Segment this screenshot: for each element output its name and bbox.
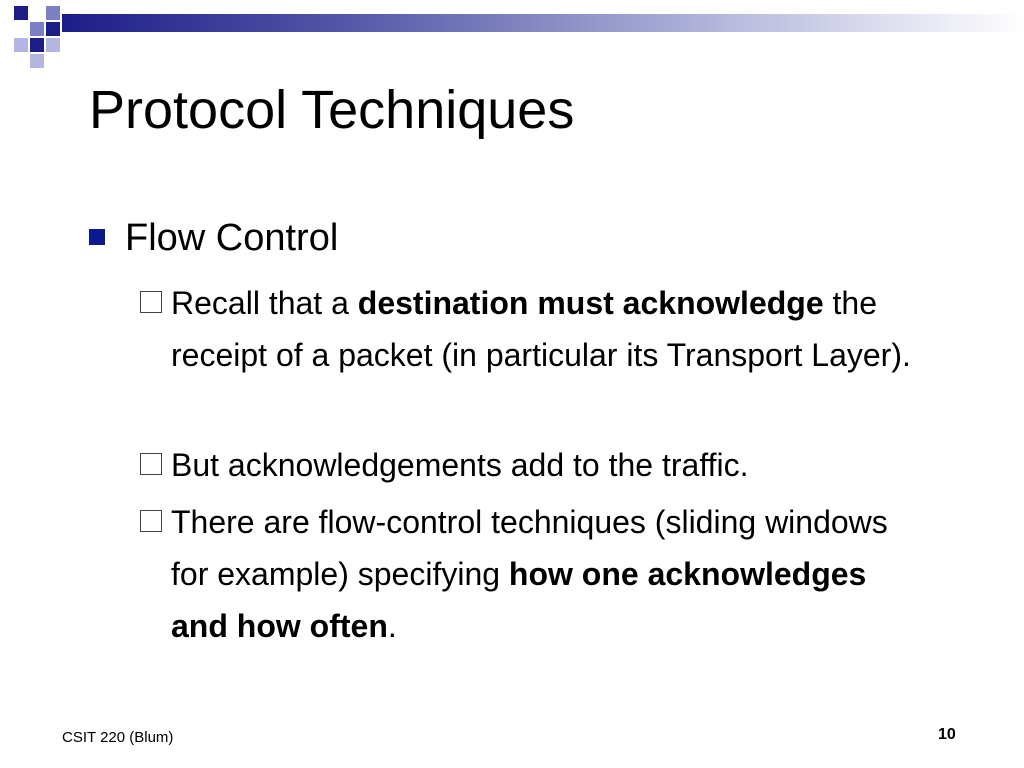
main-bullet-text: Flow Control (125, 217, 339, 259)
bold-text-run: how one acknowledges and how often (171, 556, 867, 644)
bold-text-run: destination must acknowledge (357, 285, 824, 321)
decor-square (30, 38, 44, 52)
text-run: There are flow-control techniques (sliding windows for example) specifying (171, 504, 888, 592)
hollow-square-bullet-icon (140, 291, 162, 313)
decor-square (30, 22, 44, 36)
decor-square (46, 38, 60, 52)
decor-square (46, 6, 60, 20)
text-run: the receipt of a packet (in particular its Transport Layer). (171, 285, 911, 373)
gradient-bar (62, 14, 1024, 32)
decor-square (14, 38, 28, 52)
text-run: But acknowledgements add to the traffic. (171, 447, 749, 483)
sub-bullet-item (140, 439, 920, 491)
footer-course: CSIT 220 (Blum) (62, 729, 174, 746)
decor-square (46, 22, 60, 36)
hollow-square-bullet-icon (140, 453, 162, 475)
decor-square (30, 6, 44, 20)
decor-square (30, 54, 44, 68)
sub-bullet-item (140, 277, 920, 381)
square-bullet-icon (89, 229, 105, 245)
sub-bullet-text (171, 277, 920, 381)
main-bullet (89, 213, 338, 263)
text-run: . (387, 608, 397, 644)
sub-bullet-text (171, 439, 920, 491)
header-decoration (0, 0, 1024, 70)
sub-bullet-item (140, 496, 920, 652)
decor-square (14, 6, 28, 20)
slide-number: 10 (938, 726, 956, 743)
sub-bullet-text (171, 496, 920, 652)
hollow-square-bullet-icon (140, 510, 162, 532)
text-run: Recall that a (171, 285, 358, 321)
slide-title: Protocol Techniques (89, 80, 575, 140)
